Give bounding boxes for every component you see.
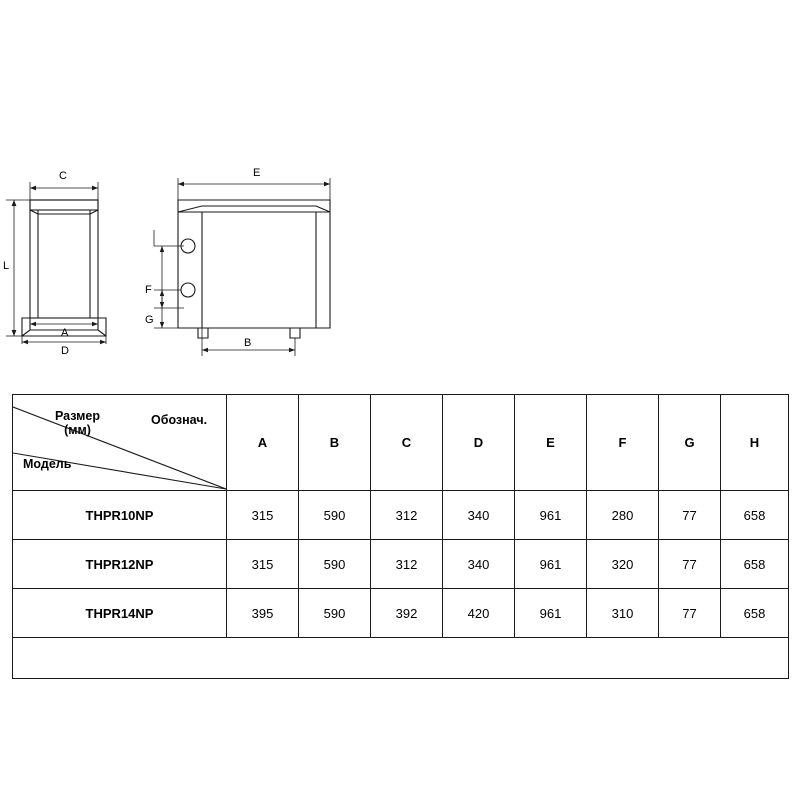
cell-thpr10np-E: 961: [515, 491, 587, 540]
front-view-drawing: [140, 160, 400, 375]
cell-thpr10np-D: 340: [443, 491, 515, 540]
column-header-D: D: [443, 395, 515, 491]
cell-thpr12np-B: 590: [299, 540, 371, 589]
model-name-thpr10np: THPR10NP: [13, 491, 227, 540]
cell-thpr12np-E: 961: [515, 540, 587, 589]
model-name-thpr14np: THPR14NP: [13, 589, 227, 638]
side-view-label-D: D: [61, 345, 69, 357]
corner-size-line1: Размер: [55, 409, 101, 423]
side-view-label-A: A: [61, 327, 69, 339]
cell-thpr14np-G: 77: [659, 589, 721, 638]
cell-thpr12np-G: 77: [659, 540, 721, 589]
cell-thpr12np-A: 315: [227, 540, 299, 589]
column-header-A: A: [227, 395, 299, 491]
side-view-drawing: [0, 160, 160, 375]
front-view-label-G: G: [145, 314, 154, 326]
cell-thpr12np-D: 340: [443, 540, 515, 589]
table-corner-cell: [13, 395, 227, 491]
front-view-label-B: B: [244, 337, 252, 349]
technical-drawings: [0, 160, 800, 375]
table-footer-blank-cell: [13, 638, 789, 679]
table-row: [13, 589, 789, 638]
model-name-thpr12np: THPR12NP: [13, 540, 227, 589]
cell-thpr10np-G: 77: [659, 491, 721, 540]
cell-thpr14np-E: 961: [515, 589, 587, 638]
corner-size-line2: (мм): [64, 423, 91, 438]
side-view-label-L: L: [3, 260, 10, 272]
cell-thpr14np-D: 420: [443, 589, 515, 638]
cell-thpr10np-A: 315: [227, 491, 299, 540]
column-header-C: C: [371, 395, 443, 491]
cell-thpr14np-A: 395: [227, 589, 299, 638]
table-row: [13, 540, 789, 589]
cell-thpr14np-H: 658: [721, 589, 789, 638]
column-header-H: H: [721, 395, 789, 491]
column-header-E: E: [515, 395, 587, 491]
side-view-label-C: C: [59, 170, 67, 182]
cell-thpr10np-B: 590: [299, 491, 371, 540]
column-header-F: F: [587, 395, 659, 491]
cell-thpr12np-C: 312: [371, 540, 443, 589]
table-header-row: [13, 395, 789, 491]
cell-thpr10np-C: 312: [371, 491, 443, 540]
corner-diagonal-lines: [13, 395, 227, 490]
cell-thpr14np-C: 392: [371, 589, 443, 638]
cell-thpr10np-H: 658: [721, 491, 789, 540]
table-row: [13, 491, 789, 540]
column-header-B: B: [299, 395, 371, 491]
table-footer-blank-row: [13, 638, 789, 679]
cell-thpr12np-H: 658: [721, 540, 789, 589]
cell-thpr10np-F: 280: [587, 491, 659, 540]
corner-model-label: Модель: [23, 457, 72, 471]
corner-size-label: [55, 409, 100, 438]
cell-thpr12np-F: 320: [587, 540, 659, 589]
corner-designation-label: Обознач.: [151, 413, 208, 427]
dimensions-table-container: [12, 394, 788, 679]
column-header-G: G: [659, 395, 721, 491]
dimensions-table: [12, 394, 789, 679]
front-view-label-F: F: [145, 284, 152, 296]
cell-thpr14np-F: 310: [587, 589, 659, 638]
cell-thpr14np-B: 590: [299, 589, 371, 638]
front-view-label-E: E: [253, 167, 261, 179]
